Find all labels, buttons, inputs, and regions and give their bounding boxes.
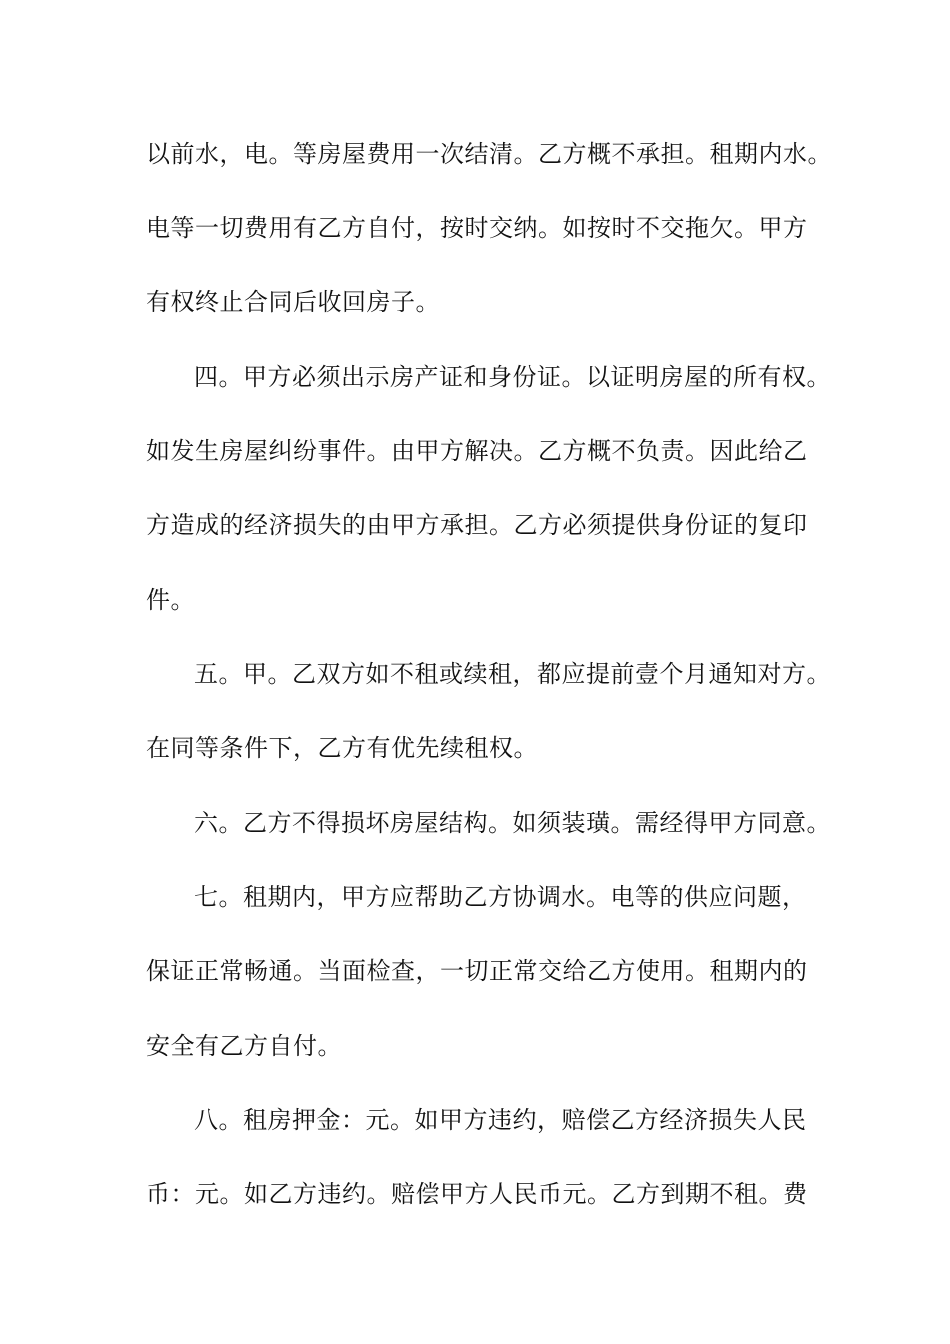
text-line: 有权终止合同后收回房子。 xyxy=(146,288,440,316)
text-line: 以前水，电。等房屋费用一次结清。乙方概不承担。租期内水。 xyxy=(146,140,832,168)
paragraph-4-start: 四。甲方必须出示房产证和身份证。以证明房屋的所有权。 xyxy=(194,363,831,391)
text-line: 保证正常畅通。当面检查，一切正常交给乙方使用。租期内的 xyxy=(146,957,808,985)
text-line: 安全有乙方自付。 xyxy=(146,1032,342,1060)
text-line: 在同等条件下，乙方有优先续租权。 xyxy=(146,734,538,762)
paragraph-5-start: 五。甲。乙双方如不租或续租，都应提前壹个月通知对方。 xyxy=(194,660,831,688)
paragraph-8-start: 八。租房押金：元。如甲方违约，赔偿乙方经济损失人民 xyxy=(194,1106,807,1134)
text-line: 电等一切费用有乙方自付，按时交纳。如按时不交拖欠。甲方 xyxy=(146,214,808,242)
text-line: 件。 xyxy=(146,586,195,614)
text-line: 币：元。如乙方违约。赔偿甲方人民币元。乙方到期不租。费 xyxy=(146,1180,808,1208)
text-line: 方造成的经济损失的由甲方承担。乙方必须提供身份证的复印 xyxy=(146,511,808,539)
paragraph-7-start: 七。租期内，甲方应帮助乙方协调水。电等的供应问题， xyxy=(194,883,807,911)
text-line: 如发生房屋纠纷事件。由甲方解决。乙方概不负责。因此给乙 xyxy=(146,437,808,465)
paragraph-6-start: 六。乙方不得损坏房屋结构。如须装璜。需经得甲方同意。 xyxy=(194,809,831,837)
